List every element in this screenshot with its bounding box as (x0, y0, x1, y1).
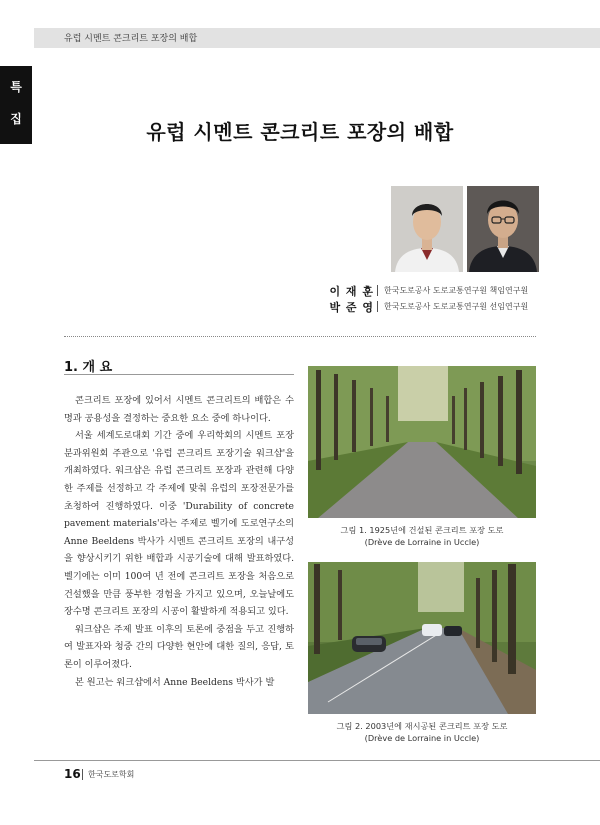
publisher-name: 한국도로학회 (88, 770, 135, 779)
author-portrait-1 (391, 186, 463, 272)
figure-2-photo (308, 562, 536, 714)
author-divider (377, 285, 378, 296)
body-paragraph: 워크샵은 주제 발표 이후의 토론에 중점을 두고 진행하여 발표자와 청중 간의 다양한 현안에 대한 질의, 응답, 토론이 이루어졌다. (64, 623, 294, 670)
caption-subtitle: (Drève de Lorraine in Uccle) (364, 537, 480, 547)
figure-2-caption (308, 720, 536, 744)
running-title: 유럽 시멘트 콘크리트 포장의 배합 (64, 34, 198, 44)
caption-title: 그림 1. 1925년에 건설된 콘크리트 포장 도로 (340, 525, 504, 535)
author-1 (300, 283, 536, 299)
figure-1-caption (308, 524, 536, 548)
section-heading: 1. 개 요 (64, 360, 113, 375)
author-name: 이 재 훈 (329, 285, 374, 298)
author-photo-2 (467, 186, 539, 272)
section-tab-line2: 집 (10, 112, 22, 126)
author-2 (300, 299, 536, 315)
road-photo-1925 (308, 366, 536, 518)
road-photo-2003 (308, 562, 536, 714)
author-photo-1 (391, 186, 463, 272)
section-heading-rule (64, 374, 294, 375)
author-affiliation: 한국도로공사 도로교통연구원 선임연구원 (384, 302, 529, 311)
figure-1-photo (308, 366, 536, 518)
footer-rule (34, 760, 600, 761)
footer-divider (82, 769, 83, 780)
body-paragraph: 콘크리트 포장에 있어서 시멘트 콘크리트의 배합은 수명과 공용성을 결정하는 중요한 요소 중에 하나이다. (64, 395, 294, 424)
body-paragraph: 서울 세계도로대회 기간 중에 우리학회의 시멘트 포장 분과위원회 주관으로 '유럽 콘크리트 포장기술 워크샵'을 개최하였다. 워크샵은 유럽 콘크리트 포장과 관련해 다양한 주제를 선정하고 각 주제에 맞춰 유럽의 포장전문가를 초청하여 진행하였다. 이중 'Durability of concrete pavement materials'라는 주제로 벨기에 도로연구소의 Anne Beeldens 박사가 시멘트 콘크리트 포장의 내구성을 향상시키기 위한 배합과 시공기술에 대해 발표하였다. 벨기에는 이미 100여 년 전에 콘크리트 포장을 처음으로 건설했을 만큼 풍부한 경험을 가지고 있으며, 오늘날에도 장수명 콘크리트 포장의 시공이 활발하게 적용되고 있다. (64, 430, 294, 618)
author-portrait-2 (467, 186, 539, 272)
page-number: 16 (64, 767, 81, 781)
running-header (34, 28, 600, 48)
author-name: 박 준 영 (329, 301, 374, 314)
caption-subtitle: (Drève de Lorraine in Uccle) (364, 733, 480, 743)
caption-title: 그림 2. 2003년에 재시공된 콘크리트 포장 도로 (336, 721, 508, 731)
body-text-column (64, 392, 294, 691)
body-paragraph: 본 원고는 워크샵에서 Anne Beeldens 박사가 발 (75, 676, 275, 688)
dotted-divider (64, 336, 536, 337)
author-divider (377, 301, 378, 312)
author-affiliation: 한국도로공사 도로교통연구원 책임연구원 (384, 286, 529, 295)
section-tab-line1: 특 (10, 80, 22, 94)
article-title: 유럽 시멘트 콘크리트 포장의 배합 (146, 120, 454, 144)
